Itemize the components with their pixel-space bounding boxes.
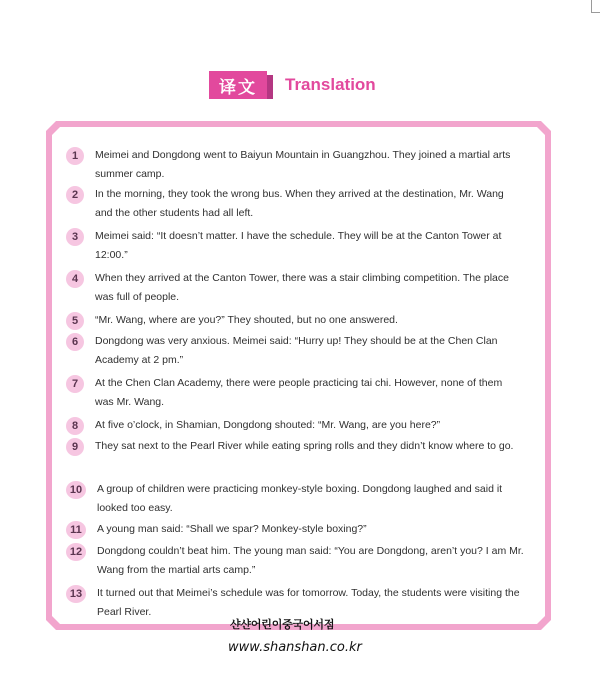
item-number: 13	[66, 585, 86, 603]
item-number: 5	[66, 312, 84, 330]
item-text: A young man said: “Shall we spar? Monkey-style boxing?”	[97, 523, 367, 535]
item-text: They sat next to the Pearl River while eating spring rolls and they didn’t know where to go.	[95, 440, 514, 452]
item-number: 10	[66, 481, 86, 499]
list-item	[66, 311, 526, 330]
item-text: It turned out that Meimei’s schedule was for tomorrow. Today, the students were visiting the Pearl River.	[97, 587, 520, 618]
item-number: 12	[66, 543, 86, 561]
item-number: 2	[66, 186, 84, 204]
section-title: Translation	[285, 75, 376, 94]
item-text: When they arrived at the Canton Tower, there was a stair climbing competition. The place was full of people.	[95, 272, 509, 303]
item-number: 7	[66, 375, 84, 393]
list-item	[66, 437, 526, 456]
list-item	[66, 332, 526, 370]
list-item	[66, 480, 526, 518]
item-text: A group of children were practicing monkey-style boxing. Dongdong laughed and said it looked too easy.	[97, 483, 503, 514]
item-number: 8	[66, 417, 84, 435]
item-text: Dongdong was very anxious. Meimei said: “Hurry up! They should be at the Chen Clan Academy at 2 pm.”	[95, 335, 498, 366]
item-number: 9	[66, 438, 84, 456]
item-text: Dongdong couldn’t beat him. The young man said: “You are Dongdong, aren’t you? I am Mr. Wang from the martial arts camp.”	[97, 545, 524, 576]
item-text: Meimei and Dongdong went to Baiyun Mountain in Guangzhou. They joined a martial arts summer camp.	[95, 149, 511, 180]
corner-mark	[591, 0, 600, 13]
watermark-shop-name: 샨샨어린이중국어서점	[230, 618, 335, 631]
list-item	[66, 146, 526, 184]
item-text: Meimei said: “It doesn’t matter. I have the schedule. They will be at the Canton Tower at 12:00.”	[95, 230, 502, 261]
item-number: 3	[66, 228, 84, 246]
item-text: At five o’clock, in Shamian, Dongdong shouted: “Mr. Wang, are you here?”	[95, 419, 441, 431]
item-text: In the morning, they took the wrong bus. When they arrived at the destination, Mr. Wang and the other students had all left.	[95, 188, 504, 219]
list-item	[66, 185, 526, 223]
list-item	[66, 374, 526, 412]
item-text: “Mr. Wang, where are you?” They shouted, but no one answered.	[95, 314, 398, 326]
watermark-url: www.shanshan.co.kr	[228, 640, 362, 655]
list-item	[66, 416, 526, 435]
item-text: At the Chen Clan Academy, there were people practicing tai chi. However, none of them was Mr. Wang.	[95, 377, 503, 408]
list-item	[66, 269, 526, 307]
list-item	[66, 520, 526, 539]
section-header	[209, 70, 376, 100]
item-number: 6	[66, 333, 84, 351]
item-number: 11	[66, 521, 86, 539]
list-item	[66, 542, 526, 580]
item-number: 1	[66, 147, 84, 165]
translation-badge: 译文	[209, 71, 267, 99]
item-number: 4	[66, 270, 84, 288]
list-item	[66, 227, 526, 265]
